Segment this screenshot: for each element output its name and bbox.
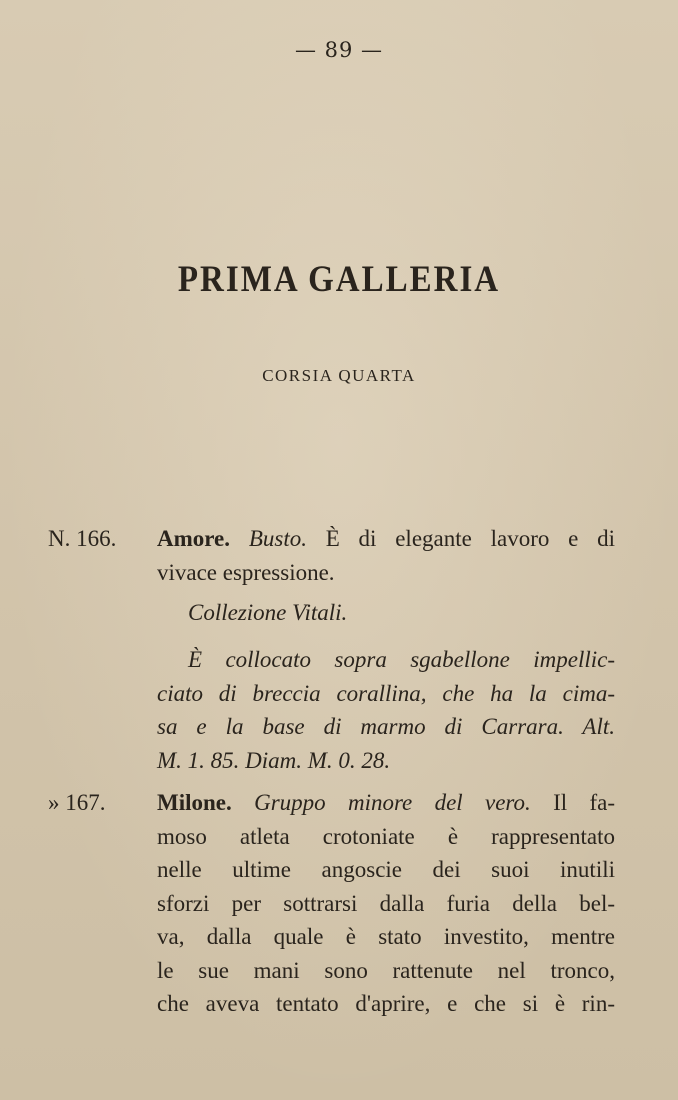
entry-166-collection: [188, 596, 615, 630]
page-number: — 89 —: [294, 38, 384, 62]
entry-166-note-line-3: sa e la base di marmo di Carrara. Alt.: [157, 714, 615, 739]
entry-number-166: N. 166.: [48, 526, 117, 551]
gallery-title: PRIMA GALLERIA: [177, 259, 501, 301]
entry-167-line-4: sforzi per sottrarsi dalla furia della bel-: [157, 890, 615, 916]
entry-166: [157, 522, 615, 589]
entry-167-line-6: le sue mani sono rattenute nel tronco,: [157, 957, 615, 983]
entry-166-first-line: [157, 522, 615, 556]
entry-167-first-line-rest: Il fa-: [553, 790, 616, 815]
entry-166-note-line-4: M. 1. 85. Diam. M. 0. 28.: [157, 747, 391, 773]
entry-167-line-7: che aveva tentato d'aprire, e che si è rin-: [157, 991, 615, 1016]
entry-167-line-3: nelle ultime angoscie dei suoi inutili: [157, 857, 615, 882]
entry-167-name: Milone.: [157, 790, 232, 815]
entry-166-note: [157, 643, 615, 777]
entry-166-line-2: vivace espressione.: [157, 559, 335, 585]
entry-166-collection-text: Collezione Vitali.: [188, 600, 348, 625]
entry-167-type: Gruppo minore del vero.: [254, 790, 531, 815]
entry-166-line-1: È di elegante lavoro e di: [325, 526, 616, 551]
section-subtitle: CORSIA QUARTA: [262, 366, 416, 385]
entry-number-167: » 167.: [48, 790, 106, 815]
entry-166-note-line-1: È collocato sopra sgabellone impellic-: [188, 647, 615, 672]
entry-166-name: Amore.: [157, 526, 231, 551]
entry-166-type: Busto.: [248, 526, 307, 551]
entry-167-line-5: va, dalla quale è stato investito, mentre: [157, 924, 615, 949]
entry-166-note-line-2: ciato di breccia corallina, che ha la cima-: [157, 680, 615, 706]
entry-167-line-2: moso atleta crotoniate è rappresentato: [157, 823, 615, 849]
entry-167: [157, 786, 615, 1021]
entry-167-first-line: [157, 786, 615, 820]
